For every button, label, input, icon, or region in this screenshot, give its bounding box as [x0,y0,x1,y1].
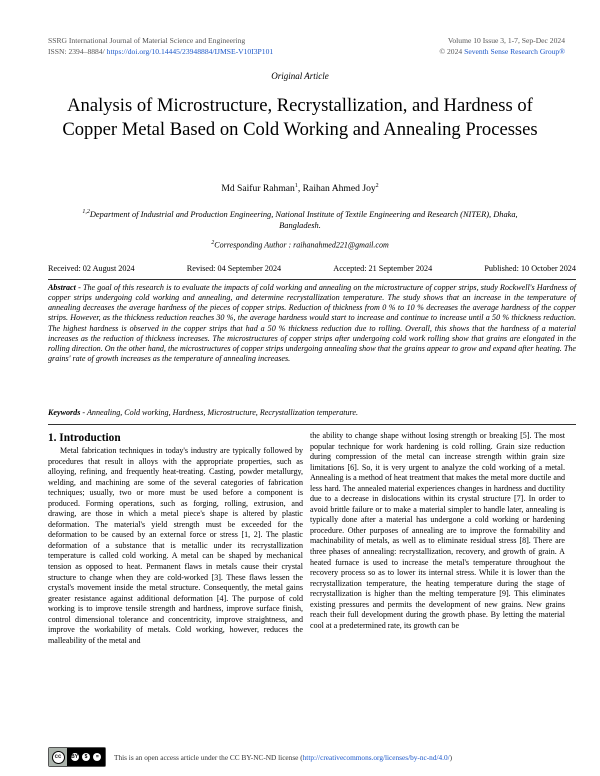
nd-icon: = [93,753,101,761]
keywords [48,408,576,417]
author-1-sup: 1 [294,183,298,189]
corresponding-author [0,240,600,250]
author-2: Raihan Ahmed Joy [302,183,376,195]
nc-icon: $ [82,753,90,761]
doi-link[interactable]: https://doi.org/10.14445/23948884/IJMSE-V10I3P101 [106,46,274,56]
abstract-text: - The goal of this research is to evaluate the impacts of cold working and annealing on the microstructure of copper strips, study Rockwell's Hardness of copper strips undergoing cold working and annealing, and determine recrystallization temperature. The study shows that an increase in the temperature of annealing decreases the average hardness of the pieces of copper strips. Reduction of thickness from 0 % to 10 % decreases the average hardness of the copper strips. However, as the thickness reduction reaches 30 %, the average hardness would start to increase and continue to increase until a 50 % thickness reduction. The highest hardness is observed in the copper strips that had a 50 % thickness reduction due to rolling. Overall, this shows that the hardness of a material increases as the reduction of thickness increases. The microstructures of copper strips after undergoing cold work rolling show that grains are elongated in the rolling direction. On the other hand, the microstructures of copper strips undergoing annealing show that the grains appear to grow and expand after heating. The grains' rate of growth increases as the temperature of annealing increases. [48,283,576,364]
author-1: Md Saifur Rahman [221,183,295,195]
abstract-label: Abstract [48,283,76,292]
cc-icon: cc [52,751,65,764]
license-suffix: ) [449,752,453,762]
license-prefix: This is an open access article under the CC BY-NC-ND license ( [114,752,303,762]
copyright: © 2024 [439,46,465,56]
by-icon: BY [71,754,79,760]
corresponding-text: Corresponding Author : raihanahmed221@gmail.com [214,240,389,250]
paper-title: Analysis of Microstructure, Recrystallization, and Hardness of Copper Metal Based on Cold Working and Annealing Processes [62,95,538,140]
intro-paragraph-right: the ability to change shape without losing strength or breaking [5]. The most popular technique for work hardening is cold rolling. Grain size reduction during compression of the metal can increase strength within grain size limitations [6]. So, it is very urgent to analyze the cold working of a metal. Annealing is a method of heat treatment that makes the metal more ductile and less hard. The annealed material experiences changes in hardness and ductility due to a decrease in dislocations within its crystal structure [7]. In order to avoid brittle failure or to make a material simpler to handle later, annealing is typically done after a material has undergone a cold working or hardening procedure. Other purposes of annealing are to improve the formability and machinability of metals, as well as to eliminate residual stress [8]. There are three phases of annealing: recrystallization, recovery, and growth of grain. A heated furnace is used to increase the metal's temperature throughout the recovery process so as to lower its internal stress. While it is lower than the recrystallization temperature, the heating temperature during the stage of recrystallization is higher than the melting temperature [9]. This eliminates existing pressures and permits the development of new grains. New grains reach their full development during the growth phase. By letting the material cool at a predetermined rate, its growth can be [310,431,565,630]
corresponding-sup: 2 [211,240,215,246]
date-accepted: Accepted: 21 September 2024 [333,264,433,273]
publisher-link[interactable]: Seventh Sense Research Group® [464,46,565,56]
affiliation [70,207,530,231]
keywords-label: Keywords [48,408,81,417]
affiliation-sup: 1,2 [82,209,90,215]
author-separator: , [297,183,303,195]
dates-row [48,264,576,273]
license-link[interactable]: http://creativecommons.org/licenses/by-nc-nd/4.0/ [302,752,450,762]
volume-info: Volume 10 Issue 3, 1-7, Sep-Dec 2024 [447,36,565,45]
abstract [48,283,576,364]
divider-top [48,279,576,280]
affiliation-text: Department of Industrial and Production Engineering, National Institute of Textile Engineering and Research (NITER), Dhaka, Bangladesh. [89,209,518,230]
authors [0,183,600,194]
section-heading-introduction: 1. Introduction [48,432,121,444]
journal-header-right [305,36,565,57]
journal-name: SSRG International Journal of Material Science and Engineering [48,36,246,45]
cc-license-badge[interactable] [48,747,106,767]
body-column-right [310,431,565,631]
author-2-sup: 2 [375,183,379,189]
date-received: Received: 02 August 2024 [48,264,135,273]
license-footer [48,747,578,767]
divider-bottom [48,424,576,425]
keywords-text: - Annealing, Cold working, Hardness, Microstructure, Recrystallization temperature. [80,408,359,417]
date-published: Published: 10 October 2024 [484,264,576,273]
body-column-left [48,446,303,646]
date-revised: Revised: 04 September 2024 [186,264,282,273]
issn: ISSN: 2394–8884/ [48,46,107,56]
article-type: Original Article [271,71,329,81]
intro-paragraph-left: Metal fabrication techniques in today's industry are typically followed by procedures that result in alloys with the appropriate properties, such as alloying, refining, and frequently heat-treating. Casting, powder metallurgy, welding, and machining are some of the several categories of fabrication techniques; usually, two or more must be used before a component is produced. Forming operations, such as forging, rolling, extrusion, and drawing, are those in which a metal piece's shape is altered by plastic deformation. The material's yield strength must be exceeded for the deformation to be caused by an external force or stress [1, 2]. The plastic deformation of a substance that is metallic under its recrystallization temperature is called cold working. A metal can be shaped by mechanical tension as opposed to heat. Permanent flaws in metals cause their crystal structure to change when they are cold-worked [3]. These flaws lessen the crystal's movement inside the metal structure. Consequently, the metal gains greater resistance against additional deformation [4]. The purpose of cold working is to improve tensile strength and hardness, improve surface finish, control dimensional tolerance and concentricity, improve straightness, and improve the workability of metals. Cold working, however, reduces the malleability of the metal and [48,446,303,645]
